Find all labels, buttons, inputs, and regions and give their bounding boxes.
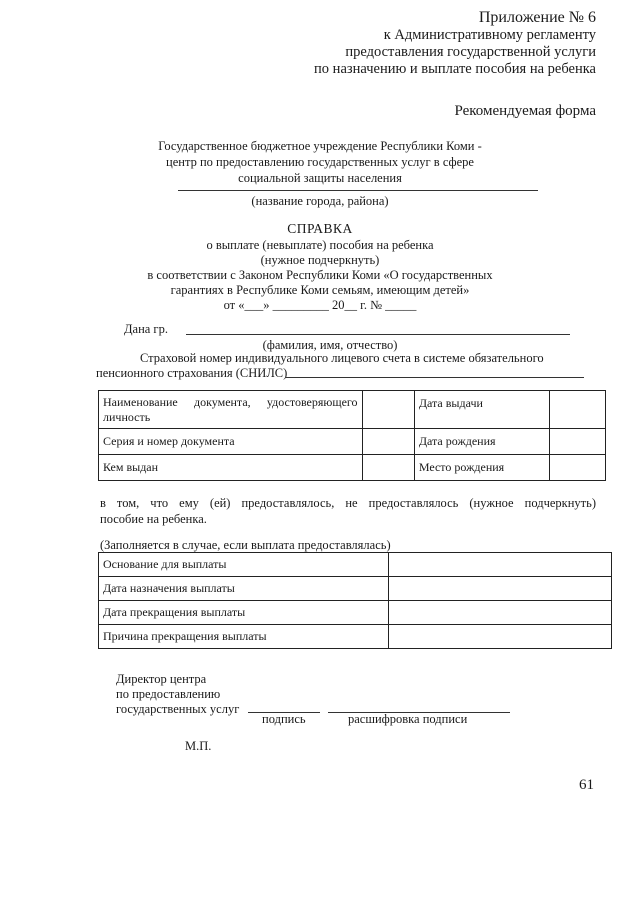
signature-decode-caption: расшифровка подписи [348,712,468,726]
payment-basis-value-cell[interactable] [388,553,612,577]
doc-type-value-cell[interactable] [362,391,414,429]
birth-date-label: Дата рождения [414,429,549,455]
birth-place-value-cell[interactable] [549,455,605,481]
certificate-line-4: гарантиях в Республике Коми семьям, имеющим детей» [170,283,470,297]
statement-line-2: пособие на ребенка. [100,512,207,526]
payment-basis-label: Основание для выплаты [99,553,389,577]
certificate-date-line: от «___» _________ 20__ г. № _____ [223,298,417,312]
snils-blank-line[interactable] [286,377,584,378]
payment-table [98,552,612,649]
doc-number-label: Серия и номер документа [99,429,363,455]
organization-block [0,138,640,186]
document-table [98,390,606,481]
issue-date-label: Дата выдачи [414,391,549,429]
name-blank-line[interactable] [186,334,570,335]
certificate-line-1: о выплате (невыплате) пособия на ребенка [206,238,434,252]
director-line-2: по предоставлению [116,687,221,701]
annex-header [314,8,596,78]
city-caption: (название города, района) [251,194,389,208]
director-line-1: Директор центра [116,672,207,686]
table-row [99,625,612,649]
annex-line-2: к Административному регламенту [383,27,596,43]
organization-line-3: социальной защиты населения [238,171,402,185]
statement-line-1: в том, что ему (ей) предоставлялось, не предоставлялось (нужное подчеркнуть) [100,496,596,510]
table-row [99,601,612,625]
certificate-line-2: (нужное подчеркнуть) [260,253,380,267]
termination-date-value-cell[interactable] [388,601,612,625]
table-row [99,429,606,455]
assignment-date-label: Дата назначения выплаты [99,577,389,601]
snils-line-2: пенсионного страхования (СНИЛС) [96,366,288,380]
termination-reason-value-cell[interactable] [388,625,612,649]
snils-line-1: Страховой номер индивидуального лицевого счета в системе обязательного [140,351,544,365]
doc-number-value-cell[interactable] [362,429,414,455]
certificate-title: СПРАВКА [287,221,353,236]
certificate-line-3: в соответствии с Законом Республики Коми «О государственных [147,268,493,282]
page-number: 61 [579,777,594,793]
name-caption: (фамилия, имя, отчество) [262,338,398,352]
organization-line-1: Государственное бюджетное учреждение Республики Коми - [158,139,482,153]
doc-type-label: Наименование документа, удостоверяющего личность [99,391,363,429]
termination-reason-label: Причина прекращения выплаты [99,625,389,649]
assignment-date-value-cell[interactable] [388,577,612,601]
recommended-form-label: Рекомендуемая форма [454,103,596,119]
payment-note: (Заполняется в случае, если выплата предоставлялась) [100,538,391,552]
city-blank-line[interactable] [178,190,538,191]
annex-number: Приложение № 6 [478,9,596,26]
issued-by-label: Кем выдан [99,455,363,481]
certificate-block [0,221,640,313]
organization-line-2: центр по предоставлению государственных услуг в сфере [166,155,474,169]
signature-caption: подпись [262,712,306,726]
birth-date-value-cell[interactable] [549,429,605,455]
birth-place-label: Место рождения [414,455,549,481]
stamp-place-label: М.П. [185,739,212,753]
table-row [99,455,606,481]
issued-by-value-cell[interactable] [362,455,414,481]
termination-date-label: Дата прекращения выплаты [99,601,389,625]
issue-date-value-cell[interactable] [549,391,605,429]
table-row [99,553,612,577]
annex-line-4: по назначению и выплате пособия на ребенка [314,61,596,77]
given-to-label: Дана гр. [124,322,168,336]
table-row [99,577,612,601]
table-row [99,391,606,429]
director-line-3: государственных услуг [116,702,240,716]
annex-line-3: предоставления государственной услуги [345,44,596,60]
